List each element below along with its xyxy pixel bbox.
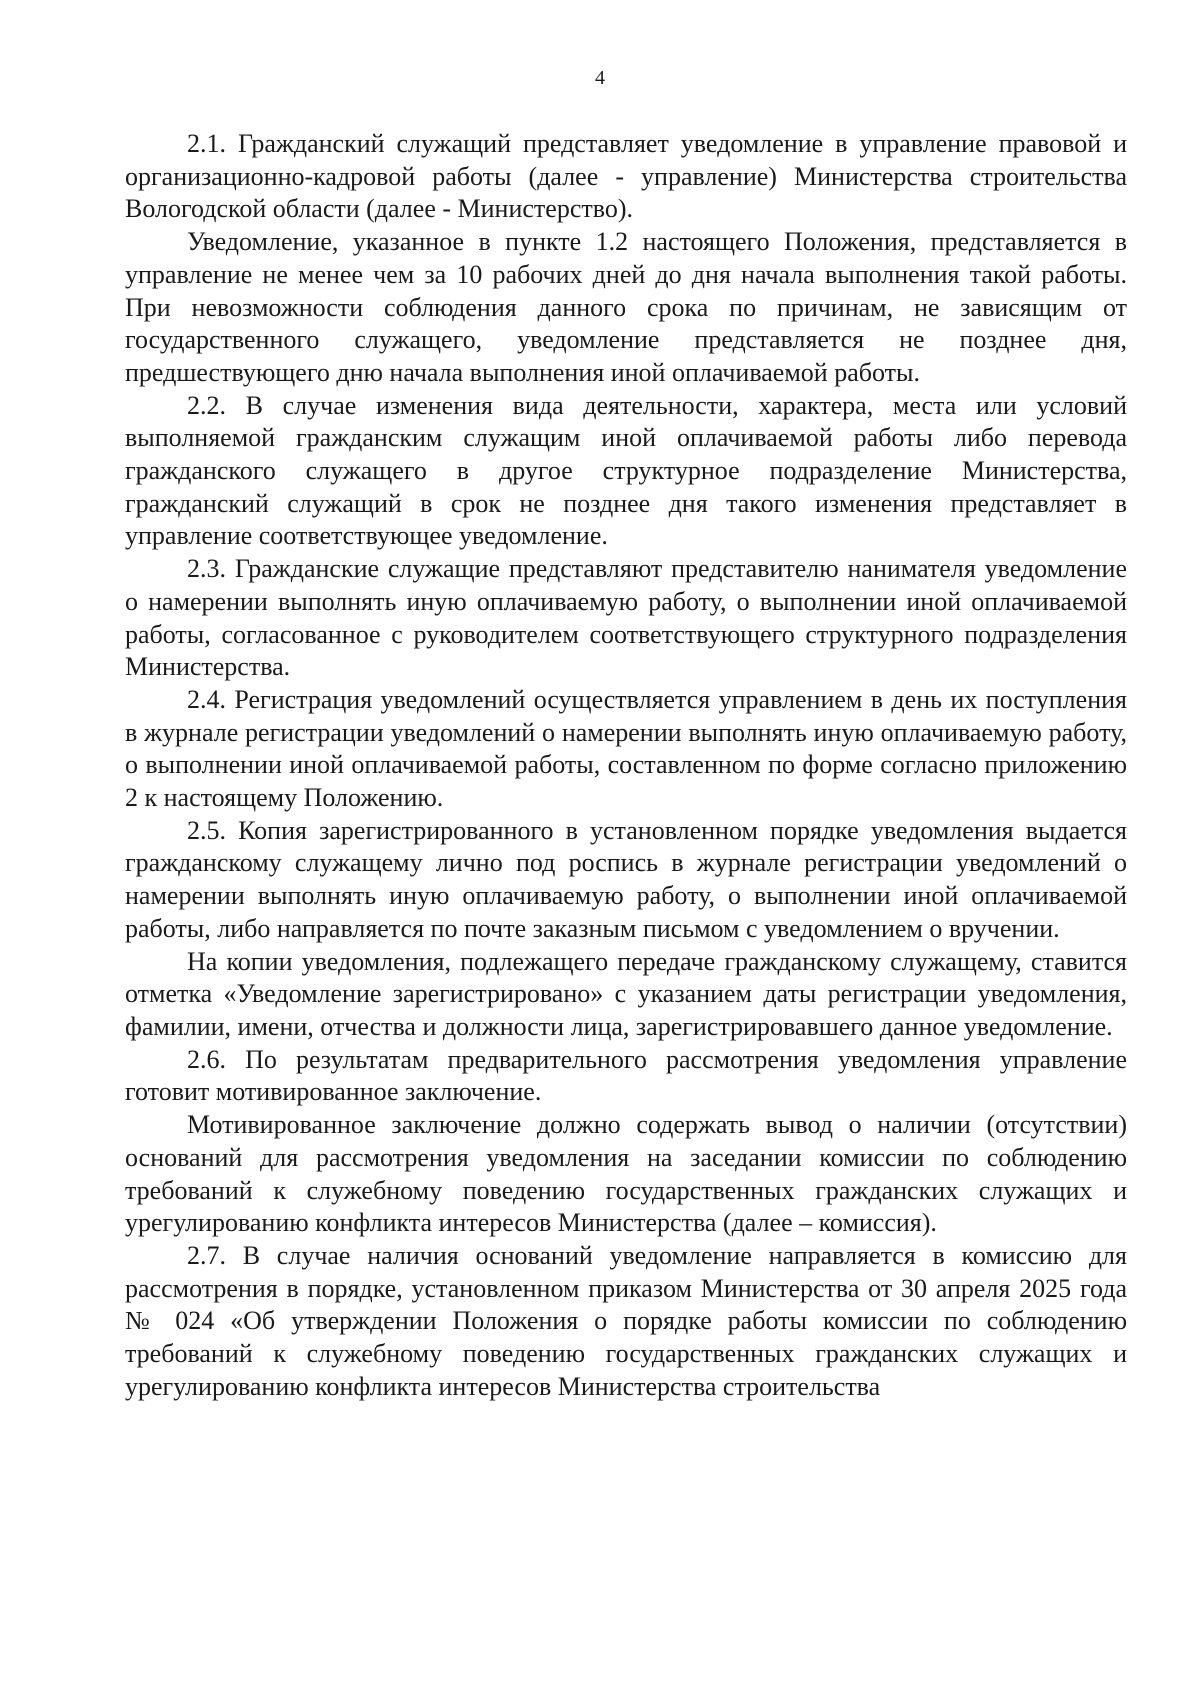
paragraph-motivated-conclusion: Мотивированное заключение должно содержать вывод о наличии (отсутствии) оснований для рассмотрения уведомления на заседании комиссии по соблюдению требований к служебному поведению государственных гражданских служащих и урегулированию конфликта интересов Министерства (далее – комиссия).: [125, 1110, 1127, 1238]
paragraph-copy-mark: На копии уведомления, подлежащего передаче гражданскому служащему, ставится отметка «Уведомление зарегистрировано» с указанием даты регистрации уведомления, фамилии, имени, отчества и должности лица, зарегистрировавшего данное уведомление.: [125, 946, 1127, 1041]
document-body: [125, 128, 1127, 1403]
paragraph-2-4: 2.4. Регистрация уведомлений осуществляется управлением в день их поступления в журнале регистрации уведомлений о намерении выполнять иную оплачиваемую работу, о выполнении иной оплачиваемой работы, составленном по форме согласно приложению 2 к настоящему Положению.: [125, 684, 1127, 813]
paragraph-2-7: 2.7. В случае наличия оснований уведомление направляется в комиссию для рассмотрения в порядке, установленном приказом Министерства от 30 апреля 2025 года № 024 «Об утверждении Положения о порядке работы комиссии по соблюдению требований к служебному поведению государственных гражданских служащих и урегулированию конфликта интересов Министерства строительства: [125, 1240, 1127, 1401]
paragraph-2-6: 2.6. По результатам предварительного рассмотрения уведомления управление готовит мотивированное заключение.: [125, 1044, 1127, 1107]
paragraph-notice-deadline: Уведомление, указанное в пункте 1.2 настоящего Положения, представляется в управление не менее чем за 10 рабочих дней до дня начала выполнения такой работы. При невозможности соблюдения данного срока по причинам, не зависящим от государственного служащего, уведомление представляется не позднее дня, предшествующего дню начала выполнения иной оплачиваемой работы.: [125, 227, 1127, 387]
paragraph-2-3: 2.3. Гражданские служащие представляют представителю нанимателя уведомление о намерении выполнять иную оплачиваемую работу, о выполнении иной оплачиваемой работы, согласованное с руководителем соответствующего структурного подразделения Министерства.: [125, 554, 1127, 682]
paragraph-2-2: 2.2. В случае изменения вида деятельности, характера, места или условий выполняемой гражданским служащим иной оплачиваемой работы либо перевода гражданского служащего в другое структурное подразделение Министерства, гражданский служащий в срок не позднее дня такого изменения представляет в управление соответствующее уведомление.: [125, 390, 1127, 551]
paragraph-2-5: 2.5. Копия зарегистрированного в установленном порядке уведомления выдается гражданскому служащему лично под роспись в журнале регистрации уведомлений о намерении выполнять иную оплачиваемую работу, о выполнении иной оплачиваемой работы, либо направляется по почте заказным письмом с уведомлением о вручении.: [125, 815, 1127, 943]
page-number: 4: [595, 67, 605, 89]
paragraph-2-1: 2.1. Гражданский служащий представляет уведомление в управление правовой и организационно-кадровой работы (далее - управление) Министерства строительства Вологодской области (далее - Министерство).: [125, 129, 1127, 224]
